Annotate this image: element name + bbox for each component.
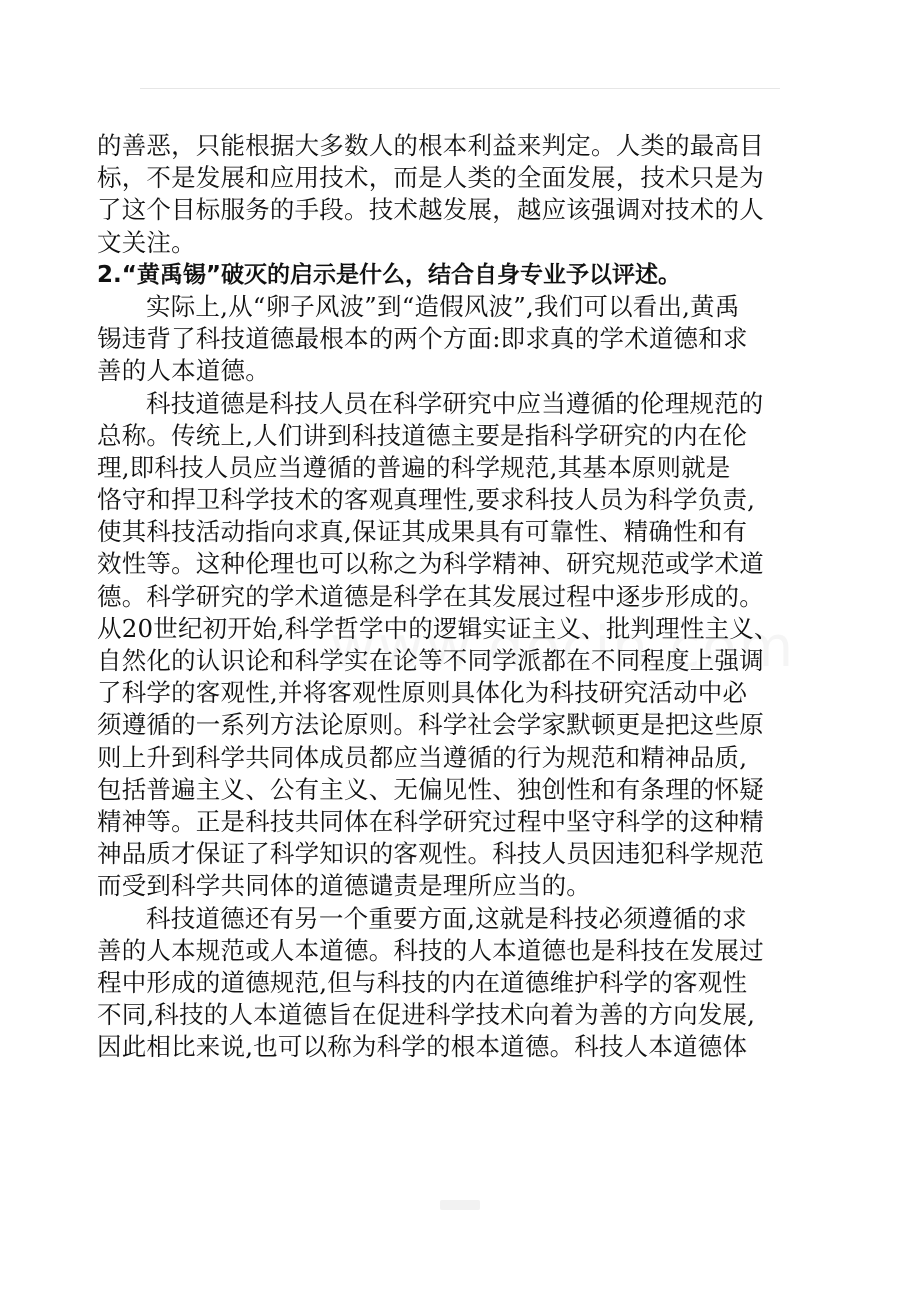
paragraph-1 — [97, 291, 832, 388]
document-body — [97, 130, 832, 1063]
text-line: 文关注。 — [97, 227, 196, 257]
text-line: 了这个目标服务的手段。技术越发展，越应该强调对技术的人 — [97, 195, 764, 225]
text-line: 则上升到科学共同体成员都应当遵循的行为规范和精神品质, — [97, 742, 748, 772]
text-line: 自然化的认识论和科学实在论等不同学派都在不同程度上强调 — [97, 646, 764, 675]
text-line: 科技道德是科技人员在科学研究中应当遵循的伦理规范的 — [146, 388, 764, 418]
text-line: 精神等。正是科技共同体在科学研究过程中坚守科学的这种精 — [97, 806, 764, 836]
text-line: 包括普遍主义、公有主义、无偏见性、独创性和有条理的怀疑 — [97, 774, 764, 804]
text-line: 而受到科学共同体的道德谴责是理所应当的。 — [97, 871, 591, 901]
text-line: 实际上,从“卵子风波”到“造假风波”,我们可以看出,黄禹 — [146, 291, 740, 321]
text-line: 理,即科技人员应当遵循的普遍的科学规范,其基本原则就是 — [97, 452, 731, 482]
header-divider — [140, 88, 780, 89]
text-line: 善的人本道德。 — [97, 356, 270, 386]
text-line: 程中形成的道德规范,但与科技的内在道德维护科学的客观性 — [97, 967, 748, 997]
text-line: 德。科学研究的学术道德是科学在其发展过程中逐步形成的。 — [97, 581, 764, 611]
paragraph-2 — [97, 388, 832, 903]
text-line: 不同,科技的人本道德旨在促进科学技术向着为善的方向发展, — [97, 1000, 756, 1030]
paragraph-3 — [97, 903, 832, 1064]
text-line: 从20世纪初开始,科学哲学中的逻辑实证主义、批判理性主义、 — [97, 613, 779, 643]
text-line: 善的人本规范或人本道德。科技的人本道德也是科技在发展过 — [97, 935, 764, 965]
footer-mark — [440, 1200, 480, 1210]
text-line: 使其科技活动指向求真,保证其成果具有可靠性、精确性和有 — [97, 517, 748, 547]
text-line: 须遵循的一系列方法论原则。科学社会学家默顿更是把这些原 — [97, 710, 764, 740]
text-line: 效性等。这种伦理也可以称之为科学精神、研究规范或学术道 — [97, 549, 764, 579]
paragraph-intro — [97, 130, 832, 259]
text-line: 总称。传统上,人们讲到科技道德主要是指科学研究的内在伦 — [97, 420, 748, 450]
text-line: 因此相比来说,也可以称为科学的根本道德。科技人本道德体 — [97, 1032, 748, 1062]
text-line: 恪守和捍卫科学技术的客观真理性,要求科技人员为科学负责, — [97, 485, 756, 515]
text-line: 的善恶，只能根据大多数人的根本利益来判定。人类的最高目 — [97, 131, 764, 160]
text-line: 标，不是发展和应用技术，而是人类的全面发展，技术只是为 — [97, 163, 764, 193]
text-line: 神品质才保证了科学知识的客观性。科技人员因违犯科学规范 — [97, 839, 764, 869]
text-line: 锡违背了科技道德最根本的两个方面:即求真的学术道德和求 — [97, 324, 748, 354]
text-line: 科技道德还有另一个重要方面,这就是科技必须遵循的求 — [146, 903, 747, 933]
question-heading: 2.“黄禹锡”破灭的启示是什么，结合自身专业予以评述。 — [97, 261, 681, 288]
text-line: 了科学的客观性,并将客观性原则具体化为科技研究活动中必 — [97, 678, 748, 708]
